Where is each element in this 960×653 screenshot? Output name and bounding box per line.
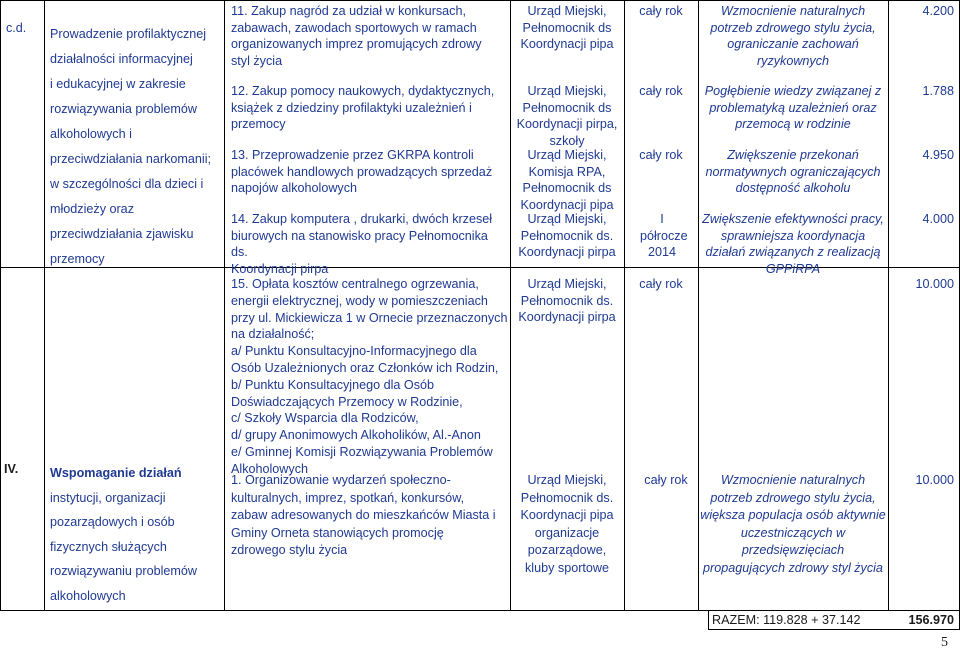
- task-amount: 1.788: [922, 84, 954, 98]
- grid-line: [0, 0, 1, 610]
- task-line: b/ Punktu Konsultacyjnego dla Osób: [231, 377, 435, 392]
- task-effect: Pogłębienie wiedzy związanej z problematyką uzależnień oraz przemocą w rodzinie: [704, 84, 882, 132]
- task-description: 11. Zakup nagród za udział w konkursach, zabawach, zawodach sportowych w ramach organizowanych imprez promujących zdrowy styl życia: [231, 4, 482, 69]
- total-value: 156.970: [908, 613, 954, 627]
- task-term: cały rok: [639, 148, 683, 162]
- section-title-line: w szczególności dla dzieci i: [50, 177, 204, 191]
- task-line: e/ Gminnej Komisji Rozwiązywania Problemów: [231, 444, 493, 459]
- task-description: [231, 276, 511, 478]
- section-title: [50, 22, 222, 272]
- task-line: energii elektrycznej, wody w pomieszczeniach: [231, 293, 488, 308]
- section-title-line: Prowadzenie profilaktycznej: [50, 27, 207, 41]
- section-title-line: pozarządowych i osób: [50, 515, 175, 529]
- task-amount: 4.950: [922, 148, 954, 162]
- task-responsible: Urząd Miejski, Pełnomocnik ds. Koordynacji pirpa: [518, 212, 616, 260]
- grid-line: [698, 0, 699, 610]
- task-line: d/ grupy Anonimowych Alkoholików, Al.-Anon: [231, 428, 481, 443]
- section-title-line: rozwiązywaniu problemów: [50, 564, 197, 578]
- task-amount: 10.000: [915, 473, 954, 487]
- section-roman: IV.: [4, 462, 19, 476]
- task-line: a/ Punktu Konsultacyjno-Informacyjnego dla: [231, 344, 477, 359]
- task-responsible: Urząd Miejski, Pełnomocnik ds Koordynacji pipa: [520, 4, 614, 52]
- task-responsible: Urząd Miejski, Pełnomocnik ds. Koordynacji pirpa: [518, 277, 616, 325]
- grid-line: [224, 0, 225, 610]
- task-effect: Wzmocnienie naturalnych potrzeb zdrowego stylu życia, ograniczanie zachowań ryzykownych: [710, 4, 876, 69]
- task-description: [231, 211, 503, 278]
- section-title-line: fizycznych służących: [50, 539, 167, 554]
- section-title-line: przeciwdziałania narkomanii;: [50, 152, 211, 166]
- task-effect: Zwiększenie efektywności pracy, sprawniejsza koordynacja działań związanych z realizacją GPPiRPA: [702, 212, 884, 277]
- section-title: [50, 461, 222, 608]
- section-marker: c.d.: [6, 21, 27, 35]
- grid-line: [44, 0, 45, 610]
- task-responsible: Urząd Miejski, Komisja RPA, Pełnomocnik ds Koordynacji pipa: [520, 148, 614, 213]
- grid-line: [624, 0, 625, 610]
- task-amount: 10.000: [915, 277, 954, 291]
- task-line: przy ul. Mickiewicza 1 w Ornecie przeznaczonych: [231, 310, 508, 325]
- grid-line: [888, 0, 889, 610]
- section-title-line: instytucji, organizacji: [50, 490, 166, 505]
- section-title-line: Wspomaganie działań: [50, 466, 182, 480]
- task-term: cały rok: [639, 4, 683, 18]
- table-top-border: [0, 0, 960, 1]
- section-title-line: działalności informacyjnej: [50, 52, 193, 66]
- task-amount: 4.000: [922, 212, 954, 226]
- task-effect: Wzmocnienie naturalnych potrzeb zdrowego stylu życia, większa populacja osób aktywnie uczestniczących w przedsięwzięciach propagujących zdrowy styl życia: [700, 473, 886, 575]
- task-line: Osób Uzależnionych oraz Członków ich Rodzin,: [231, 360, 499, 375]
- task-line: c/ Szkoły Wsparcia dla Rodziców,: [231, 411, 419, 426]
- task-line: Alkoholowych: [231, 461, 309, 476]
- task-line: Doświadczających Przemocy w Rodzinie,: [231, 394, 463, 409]
- section-title-line: przemocy: [50, 252, 105, 266]
- task-responsible: Urząd Miejski, Pełnomocnik ds Koordynacji pirpa, szkoły: [516, 84, 618, 149]
- task-description-part: Koordynacji pirpa: [231, 262, 329, 277]
- task-responsible: Urząd Miejski, Pełnomocnik ds. Koordynacji pipa organizacje pozarządowe, kluby sportowe: [520, 473, 614, 575]
- section-title-line: przeciwdziałania zjawisku: [50, 227, 194, 241]
- task-term: cały rok: [639, 84, 683, 98]
- task-line: 15. Opłata kosztów centralnego ogrzewania,: [231, 277, 479, 291]
- task-term: I półrocze 2014: [640, 212, 688, 260]
- task-term: cały rok: [644, 473, 688, 487]
- section-title-line: alkoholowych: [50, 588, 126, 603]
- task-effect: Zwiększenie przekonań normatywnych ograniczających dostępność alkoholu: [705, 148, 881, 196]
- section-title-line: rozwiązywania problemów: [50, 102, 197, 116]
- grid-line: [708, 610, 709, 629]
- total-bottom-border: [708, 629, 960, 630]
- section-title-line: i edukacyjnej w zakresie: [50, 77, 186, 91]
- task-description-part: 14. Zakup komputera , drukarki, dwóch krzeseł biurowych na stanowisko pracy Pełnomocnika ds.: [231, 212, 493, 260]
- page-number: 5: [941, 635, 948, 650]
- task-line: na działalność;: [231, 327, 315, 342]
- section-title-line: młodzieży oraz: [50, 202, 134, 216]
- task-description: 12. Zakup pomocy naukowych, dydaktycznych, książek z dziedziny profilaktyki uzależnień i przemocy: [231, 84, 495, 132]
- task-description: 1. Organizowanie wydarzeń społeczno-kulturalnych, imprez, spotkań, konkursów, zabaw adresowanych do mieszkańców Miasta i Gminy Orneta stanowiących promocję zdrowego stylu życia: [231, 473, 496, 558]
- section-title-line: alkoholowych i: [50, 127, 132, 141]
- task-description: 13. Przeprowadzenie przez GKRPA kontroli placówek handlowych prowadzących sprzedaż napojów alkoholowych: [231, 148, 493, 196]
- total-label: RAZEM: 119.828 + 37.142: [712, 613, 861, 627]
- task-amount: 4.200: [922, 4, 954, 18]
- task-term: cały rok: [639, 277, 683, 291]
- table-bottom-border: [0, 610, 960, 611]
